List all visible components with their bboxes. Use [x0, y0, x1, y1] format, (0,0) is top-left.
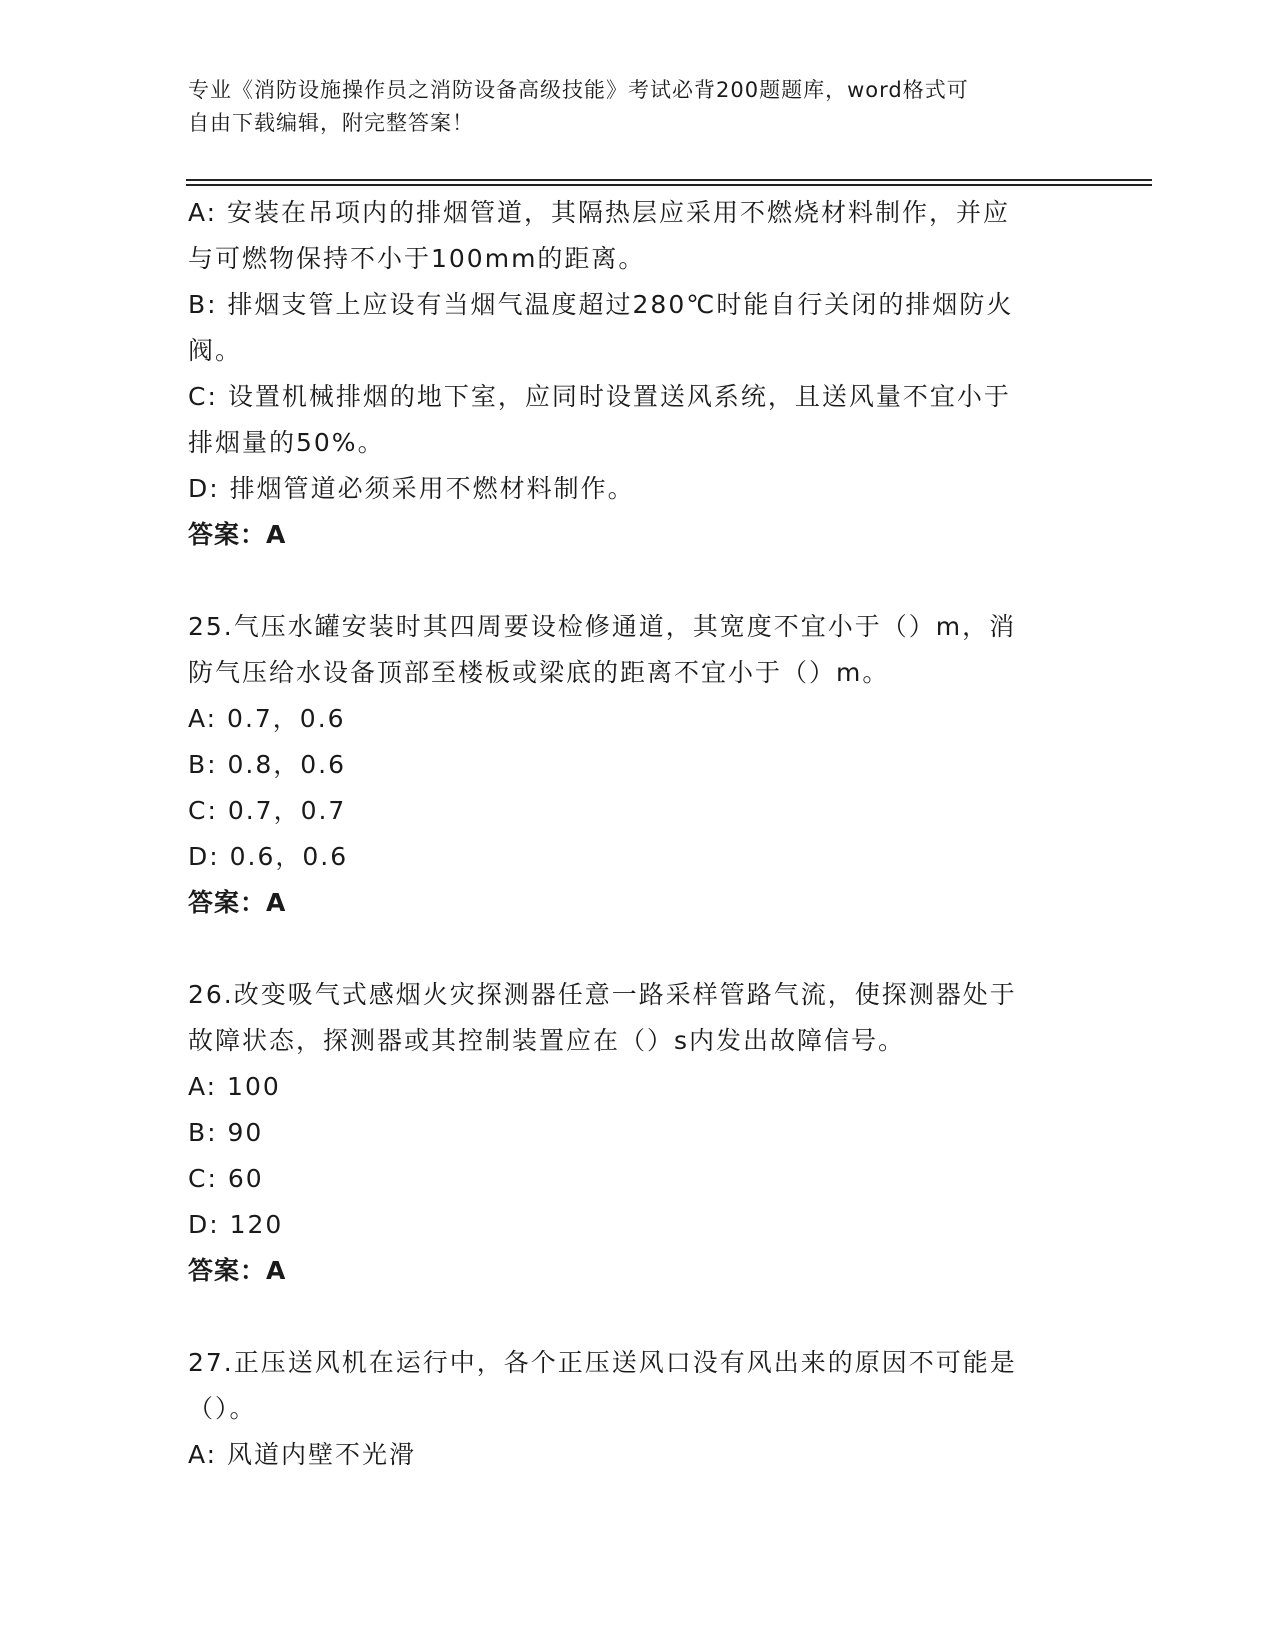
answer-text: 答案：A: [188, 1256, 287, 1285]
question-26: [188, 972, 1078, 1294]
option-d: D: 120: [188, 1210, 284, 1239]
spacer: [188, 926, 1078, 972]
answer-text: 答案：A: [188, 520, 287, 549]
option-d-line-1: D: 排烟管道必须采用不燃材料制作。: [188, 474, 635, 503]
option-b-line-1: B: 排烟支管上应设有当烟气温度超过280℃时能自行关闭的排烟防火: [188, 290, 1014, 319]
option-c: C: 60: [188, 1164, 264, 1193]
option-a-line-1: A: 安装在吊项内的排烟管道，其隔热层应采用不燃烧材料制作，并应: [188, 198, 1011, 227]
option-a: A: 100: [188, 1072, 281, 1101]
question-stem-line-2: 故障状态，探测器或其控制装置应在（）s内发出故障信号。: [188, 1026, 906, 1055]
question-stem-line-2: 防气压给水设备顶部至楼板或梁底的距离不宜小于（）m。: [188, 658, 890, 687]
option-c-line-1: C: 设置机械排烟的地下室，应同时设置送风系统，且送风量不宜小于: [188, 382, 1011, 411]
question-27: [188, 1340, 1078, 1478]
option-c-line-2: 排烟量的50%。: [188, 428, 385, 457]
option-c: C: 0.7，0.7: [188, 796, 347, 825]
question-stem-line-1: 26.改变吸气式感烟火灾探测器任意一路采样管路气流，使探测器处于: [188, 980, 1017, 1009]
header-title-line-1: 专业《消防设施操作员之消防设备高级技能》考试必背200题题库，word格式可: [188, 78, 969, 102]
document-header: [188, 74, 1068, 140]
answer-text: 答案：A: [188, 888, 287, 917]
option-b-line-2: 阀。: [188, 336, 243, 365]
question-stem-line-1: 27.正压送风机在运行中，各个正压送风口没有风出来的原因不可能是: [188, 1348, 1017, 1377]
option-d: D: 0.6，0.6: [188, 842, 349, 871]
spacer: [188, 558, 1078, 604]
question-stem-line-1: 25.气压水罐安装时其四周要设检修通道，其宽度不宜小于（）m，消: [188, 612, 1017, 641]
option-b: B: 90: [188, 1118, 264, 1147]
question-list: [188, 190, 1078, 1478]
option-a: A: 0.7，0.6: [188, 704, 346, 733]
header-title-line-2: 自由下载编辑，附完整答案！: [188, 111, 474, 135]
option-a-line-2: 与可燃物保持不小于100mm的距离。: [188, 244, 646, 273]
spacer: [188, 1294, 1078, 1340]
question-stem-line-2: （）。: [188, 1394, 257, 1423]
option-b: B: 0.8，0.6: [188, 750, 347, 779]
question-24-continuation: [188, 190, 1078, 558]
question-25: [188, 604, 1078, 926]
option-a: A: 风道内壁不光滑: [188, 1440, 417, 1469]
header-rule-top: [186, 179, 1152, 181]
header-rule-bottom: [186, 184, 1152, 186]
